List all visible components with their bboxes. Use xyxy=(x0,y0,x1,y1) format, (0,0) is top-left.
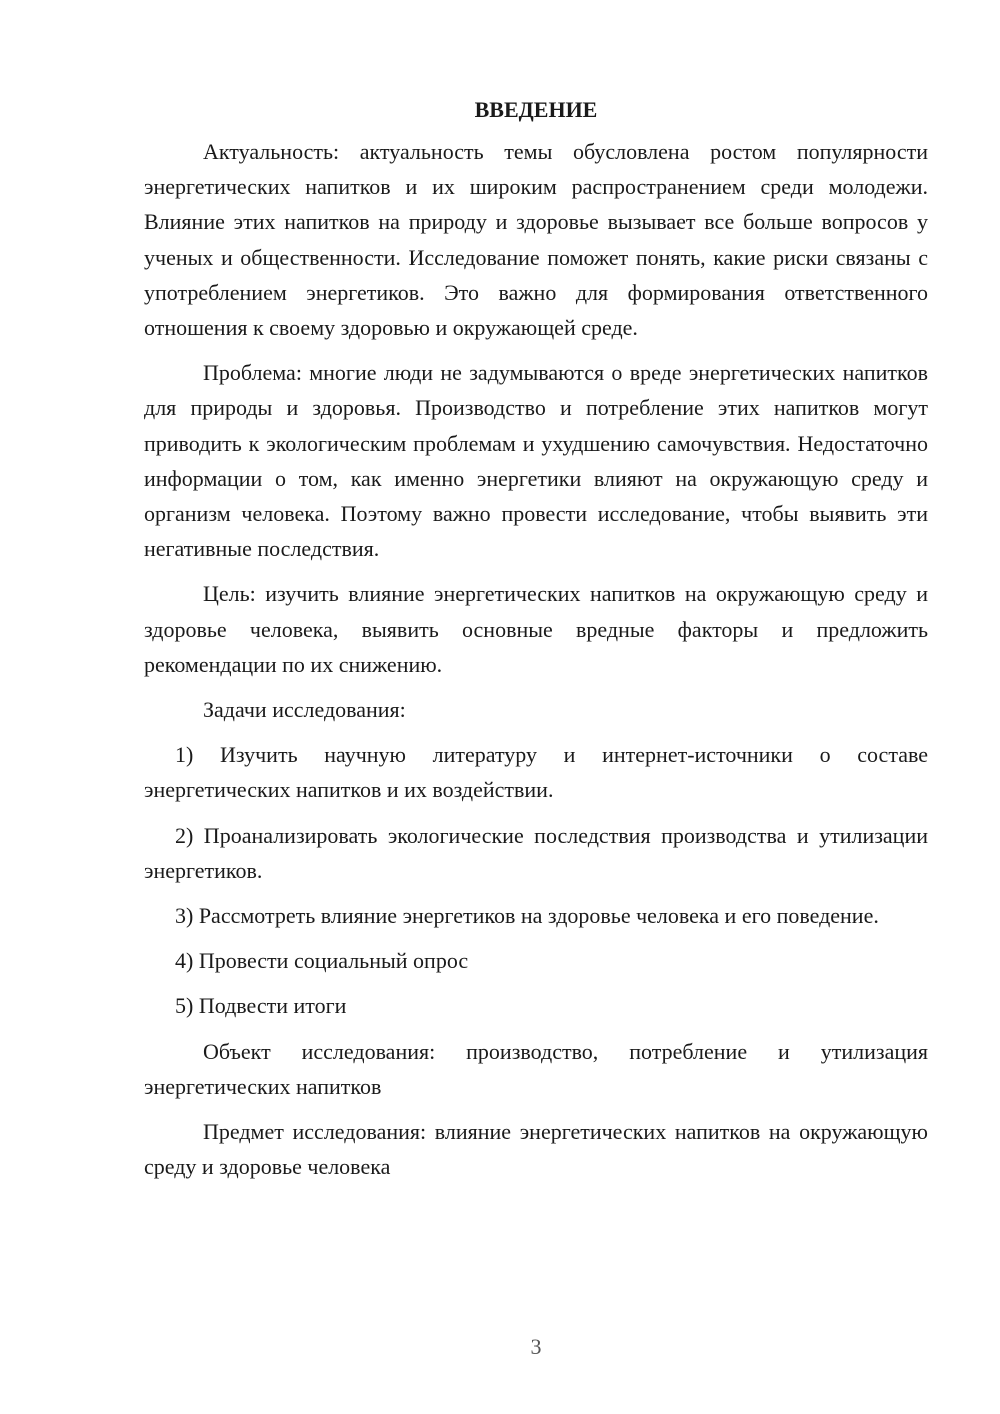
object-paragraph: Объект исследования: производство, потребление и утилизация энергетических напитков xyxy=(144,1038,928,1099)
task-item-1: 1) Изучить научную литературу и интернет-источники о составе энергетических напитков и их воздействии. xyxy=(144,742,928,803)
relevance-paragraph: Актуальность: актуальность темы обусловлена ростом популярности энергетических напитков и их широким распространением среди молодежи. Влияние этих напитков на природу и здоровье вызывает все больше вопросов у ученых и общественности. Исследование поможет понять, какие риски связаны с употреблением энергетиков. Это важно для формирования ответственного отношения к своему здоровью и окружающей среде. xyxy=(144,139,928,341)
subject-paragraph: Предмет исследования: влияние энергетических напитков на окружающую среду и здоровье человека xyxy=(144,1119,928,1180)
page-number: 3 xyxy=(530,1334,542,1359)
page-title: ВВЕДЕНИЕ xyxy=(474,97,598,122)
document-page xyxy=(144,94,928,1184)
task-item-2: 2) Проанализировать экологические последствия производства и утилизации энергетиков. xyxy=(144,822,928,883)
problem-paragraph: Проблема: многие люди не задумываются о вреде энергетических напитков для природы и здоровья. Производство и потребление этих напитков могут приводить к экологическим проблемам и ухудшению самочувствия. Недостаточно информации о том, как именно энергетики влияют на окружающую среду и организм человека. Поэтому важно провести исследование, чтобы выявить эти негативные последствия. xyxy=(144,360,928,562)
tasks-title: Задачи исследования: xyxy=(203,697,406,723)
task-item-5: 5) Подвести итоги xyxy=(175,993,347,1019)
task-item-4: 4) Провести социальный опрос xyxy=(175,948,469,974)
task-item-3: 3) Рассмотреть влияние энергетиков на здоровье человека и его поведение. xyxy=(175,903,879,929)
goal-paragraph: Цель: изучить влияние энергетических напитков на окружающую среду и здоровье человека, выявить основные вредные факторы и предложить рекомендации по их снижению. xyxy=(144,581,928,677)
